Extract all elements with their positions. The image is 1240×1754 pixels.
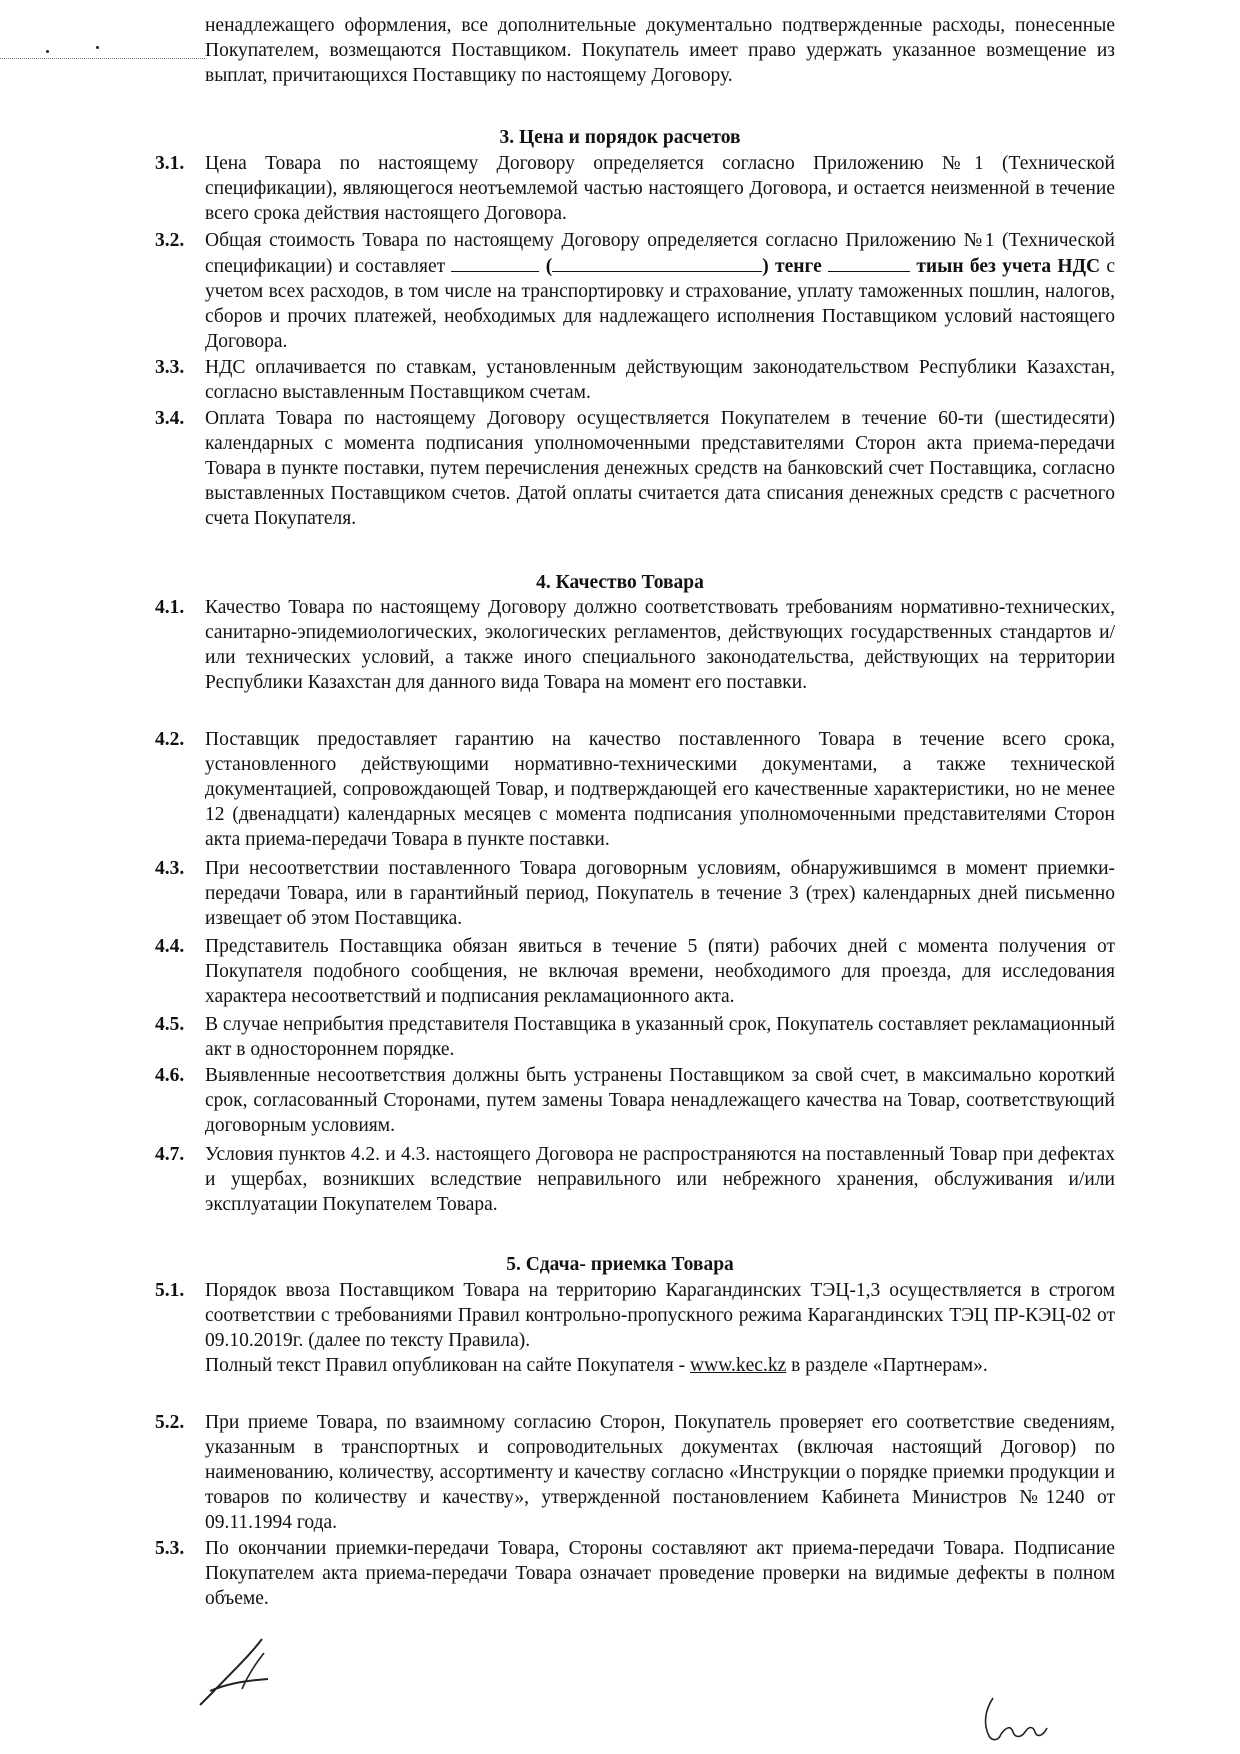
- clause-number: 3.4.: [155, 408, 185, 429]
- clause-4-4: [155, 934, 1115, 1009]
- clause-text-part1: Общая стоимость Товара по настоящему Договору определяется согласно Приложению №1 (Технической спецификации) и составляет: [205, 230, 1115, 277]
- clause-text-second: [205, 1353, 1115, 1378]
- clause-5-1: [155, 1278, 1115, 1378]
- clause-text: Выявленные несоответствия должны быть устранены Поставщиком за свой счет, в максимально короткий срок, согласованный Сторонами, путем замены Товара ненадлежащего качества на Товар, соответствующий договорным условиям.: [205, 1065, 1115, 1136]
- clause-number: 4.3.: [155, 858, 185, 879]
- clause-text: Поставщик предоставляет гарантию на качество поставленного Товара в течение всего срока, установленного действующими нормативно-техническими документами, а также технической документацией, сопровождающей Товар, и подтверждающей его качественные характеристики, но не менее 12 (двенадцати) календарных месяцев с момента подписания уполномоченными представителями Сторон акта приема-передачи Товара в пункте поставки.: [205, 729, 1115, 850]
- clause-text: Представитель Поставщика обязан явиться в течение 5 (пяти) рабочих дней с момента получения от Покупателя подобного сообщения, не включая времени, необходимого для проезда, для исследования характера несоответствий и подписания рекламационного акта.: [205, 936, 1115, 1007]
- clause-4-6: [155, 1063, 1115, 1138]
- clause-4-1: [155, 595, 1115, 695]
- clause-3-4: [155, 406, 1115, 531]
- clause-number: 4.1.: [155, 597, 185, 618]
- clause-text: Качество Товара по настоящему Договору должно соответствовать требованиям нормативно-технических, санитарно-эпидемиологических, экологических регламентов, действующих государственных стандартов и/или технических условий, а также иного специального законодательства, действующих на территории Республики Казахстан для данного вида Товара на момент его поставки.: [205, 597, 1115, 693]
- clause-3-1: [155, 151, 1115, 226]
- clause-number: 3.2.: [155, 230, 185, 251]
- tiyn-label: тиын без учета НДС: [916, 256, 1101, 277]
- tiyn-blank: [828, 253, 910, 272]
- website-link[interactable]: www.kec.kz: [690, 1355, 787, 1376]
- amount-words-blank: [552, 253, 762, 272]
- clause-3-2: [155, 228, 1115, 354]
- clause-number: 4.4.: [155, 936, 185, 957]
- clause-text: Оплата Товара по настоящему Договору осуществляется Покупателем в течение 60-ти (шестидесяти) календарных с момента подписания уполномоченными представителями Сторон акта приема-передачи Товара в пункте поставки, путем перечисления денежных средств на банковский счет Поставщика, согласно выставленных Поставщиком счетов. Датой оплаты считается дата списания денежных средств с расчетного счета Покупателя.: [205, 408, 1115, 529]
- signature-left: [190, 1635, 290, 1715]
- clause-text: В случае неприбытия представителя Поставщика в указанный срок, Покупатель составляет рекламационный акт в одностороннем порядке.: [205, 1014, 1115, 1060]
- clause-5-2: [155, 1410, 1115, 1535]
- clause-number: 4.5.: [155, 1014, 185, 1035]
- clause-number: 3.1.: [155, 153, 185, 174]
- clause-5-3: [155, 1536, 1115, 1611]
- clause-number: 5.2.: [155, 1412, 185, 1433]
- section-3-title: 3. Цена и порядок расчетов: [499, 127, 741, 148]
- paren-open: (: [545, 256, 553, 277]
- scan-artifact-dot: [46, 50, 49, 53]
- intro-paragraph: ненадлежащего оформления, все дополнительные документально подтвержденные расходы, понесенные Покупателем, возмещаются Поставщиком. Покупатель имеет право удержать указанное возмещение из выплат, причитающихся Поставщику по настоящему Договору.: [205, 15, 1115, 86]
- clause-text: [205, 228, 1115, 354]
- tenge-label: ) тенге: [762, 256, 822, 277]
- clause-text: При приеме Товара, по взаимному согласию Сторон, Покупатель проверяет его соответствие сведениям, указанным в транспортных и сопроводительных документах (включая настоящий Договор) по наименованию, количеству, ассортименту и качеству согласно «Инструкции о порядке приемки продукции и товаров по количеству и качеству», утвержденной постановлением Кабинета Министров №1240 от 09.11.1994 года.: [205, 1412, 1115, 1533]
- clause-4-2: [155, 727, 1115, 852]
- scan-artifact-line: [0, 58, 205, 59]
- clause-text-main: Порядок ввоза Поставщиком Товара на территорию Карагандинских ТЭЦ-1,3 осуществляется в строгом соответствии с требованиями Правил контрольно-пропускного режима Карагандинских ТЭЦ ПР-КЭЦ-02 от 09.10.2019г. (далее по тексту Правила).: [205, 1280, 1115, 1351]
- clause-text-before-link: Полный текст Правил опубликован на сайте Покупателя -: [205, 1355, 686, 1376]
- clause-text-part2: с учетом всех расходов, в том числе на транспортировку и страхование, уплату таможенных пошлин, налогов, сборов и прочих платежей, необходимых для надлежащего исполнения Поставщиком условий настоящего Договора.: [205, 256, 1116, 352]
- clause-number: 5.3.: [155, 1538, 185, 1559]
- clause-text: Условия пунктов 4.2. и 4.3. настоящего Договора не распространяются на поставленный Товар при дефектах и ущербах, возникших вследствие неправильного или небрежного хранения, обслуживания и/или эксплуатации Покупателем Товара.: [205, 1144, 1115, 1215]
- amount-blank: [451, 253, 539, 272]
- clause-text: По окончании приемки-передачи Товара, Стороны составляют акт приема-передачи Товара. Подписание Покупателем акта приема-передачи Товара означает проведение проверки на видимые дефекты в полном объеме.: [205, 1538, 1115, 1609]
- clause-text: Цена Товара по настоящему Договору определяется согласно Приложению №1 (Технической спецификации), являющегося неотъемлемой частью настоящего Договора, и остается неизменной в течение всего срока действия настоящего Договора.: [205, 153, 1115, 224]
- clause-number: 3.3.: [155, 357, 185, 378]
- clause-text-after-link: в разделе «Партнерам».: [791, 1355, 988, 1376]
- clause-number: 4.6.: [155, 1065, 185, 1086]
- clause-text: [205, 1278, 1115, 1378]
- clause-4-3: [155, 856, 1115, 931]
- clause-number: 5.1.: [155, 1280, 185, 1301]
- clause-3-3: [155, 355, 1115, 405]
- clause-number: 4.2.: [155, 729, 185, 750]
- clause-number: 4.7.: [155, 1144, 185, 1165]
- signature-right: [975, 1690, 1055, 1750]
- clause-4-7: [155, 1142, 1115, 1217]
- section-5-title: 5. Сдача- приемка Товара: [506, 1254, 734, 1275]
- clause-text: НДС оплачивается по ставкам, установленным действующим законодательством Республики Казахстан, согласно выставленным Поставщиком счетам.: [205, 357, 1115, 403]
- scan-artifact-dot: [96, 46, 99, 49]
- clause-text: При несоответствии поставленного Товара договорным условиям, обнаружившимся в момент приемки-передачи Товара, или в гарантийный период, Покупатель в течение 3 (трех) календарных дней письменно извещает об этом Поставщика.: [205, 858, 1115, 929]
- clause-4-5: [155, 1012, 1115, 1062]
- section-4-title: 4. Качество Товара: [536, 572, 704, 593]
